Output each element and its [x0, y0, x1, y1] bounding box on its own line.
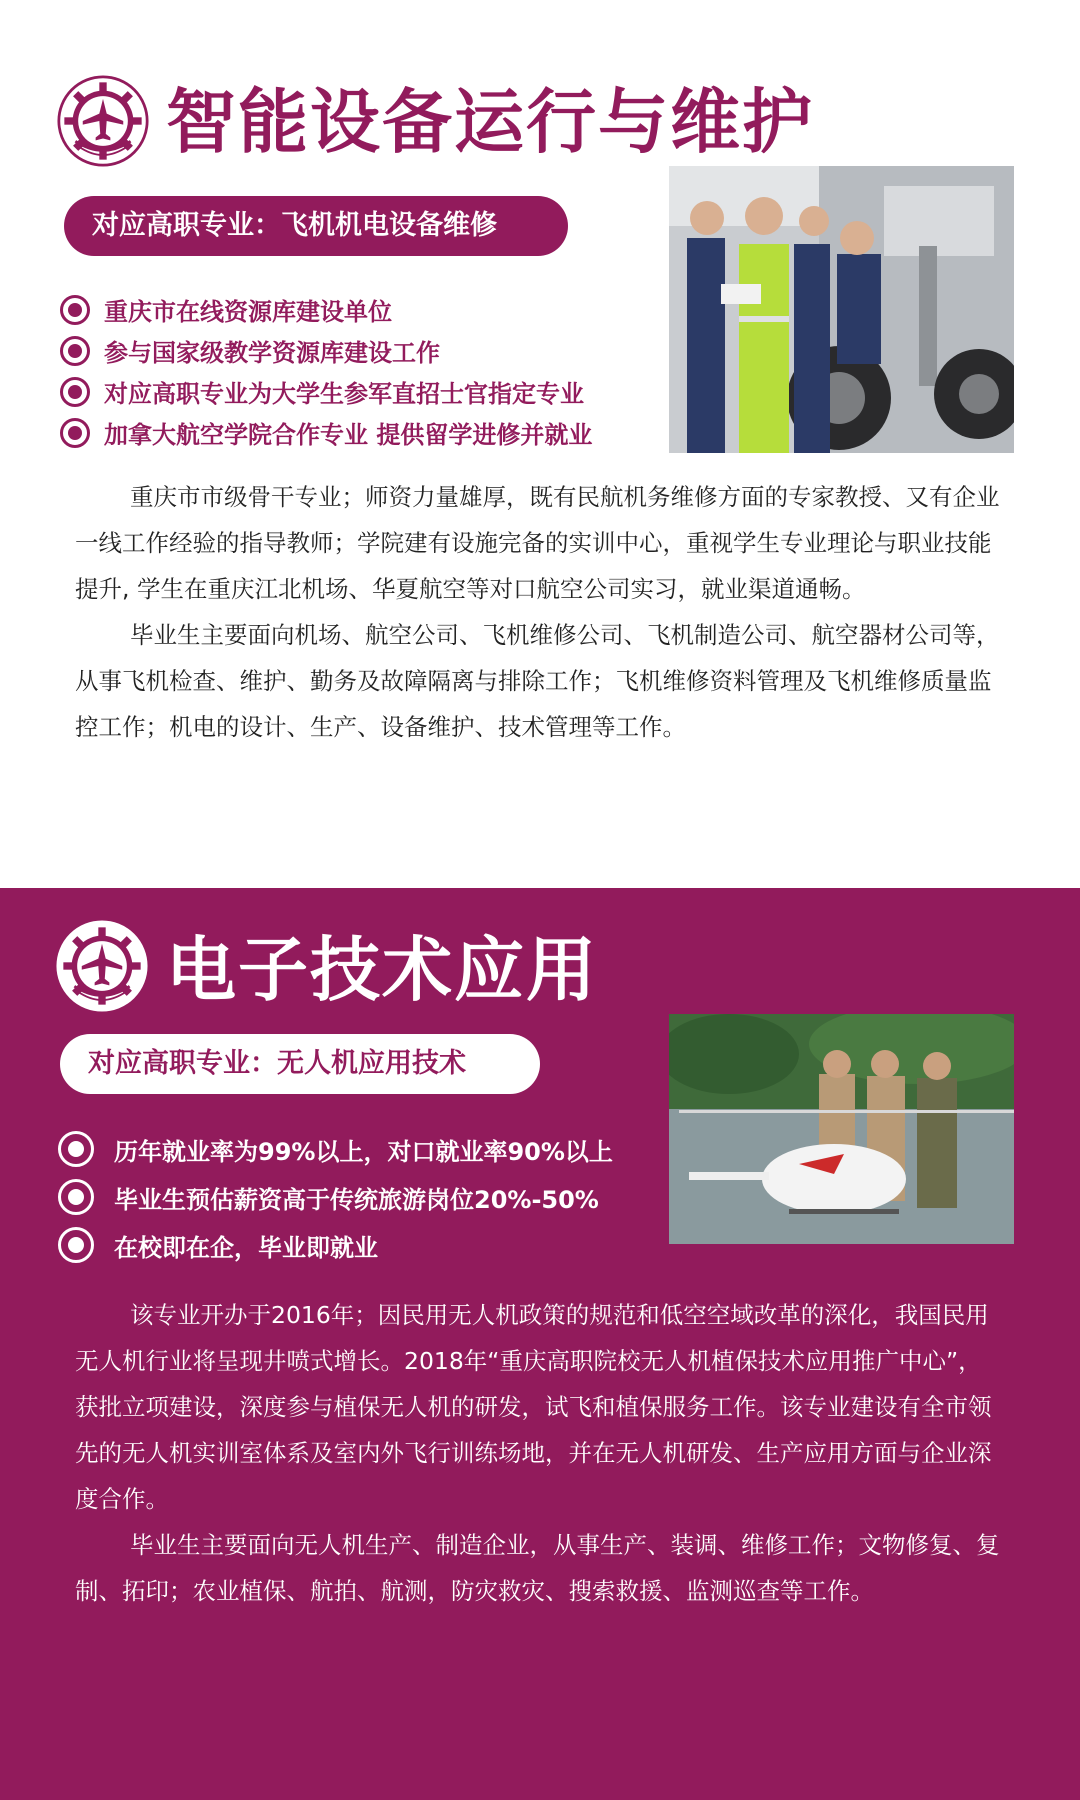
- description-text: [75, 1292, 1005, 1614]
- paragraph: 重庆市市级骨干专业；师资力量雄厚，既有民航机务维修方面的专家教授、又有企业一线工作经验的指导教师；学院建有设施完备的实训中心，重视学生专业理论与职业技能提升, 学生在重庆江北机场、华夏航空等对口航空公司实习，就业渠道通畅。: [75, 483, 1000, 603]
- feature-list: [58, 1125, 613, 1269]
- gear-airplane-logo-icon: [56, 920, 148, 1012]
- list-item: 参与国家级教学资源库建设工作: [60, 330, 592, 371]
- list-item: 毕业生预估薪资高于传统旅游岗位20%-50%: [58, 1173, 613, 1221]
- feature-list: [60, 289, 592, 453]
- aircraft-maintenance-training-photo: [669, 166, 1014, 453]
- paragraph: 毕业生主要面向机场、航空公司、飞机维修公司、飞机制造公司、航空器材公司等，从事飞机检查、维护、勤务及故障隔离与排除工作；飞机维修资料管理及飞机维修质量监控工作；机电的设计、生产、设备维护、技术管理等工作。: [75, 621, 1000, 741]
- list-item: 加拿大航空学院合作专业 提供留学进修并就业: [60, 412, 592, 453]
- drone-helicopter-training-photo: [669, 1014, 1014, 1244]
- section-smart-equipment: [0, 0, 1080, 888]
- section-title: 智能设备运行与维护: [166, 81, 814, 163]
- radio-bullet-icon: [60, 377, 90, 407]
- major-label-badge: 对应高职专业：飞机机电设备维修: [64, 196, 568, 256]
- section-title: 电子技术应用: [166, 929, 598, 1011]
- list-item: 重庆市在线资源库建设单位: [60, 289, 592, 330]
- radio-bullet-icon: [58, 1227, 94, 1263]
- radio-bullet-icon: [58, 1131, 94, 1167]
- major-label-badge: 对应高职专业：无人机应用技术: [60, 1034, 540, 1094]
- radio-bullet-icon: [60, 295, 90, 325]
- list-item: 历年就业率为99%以上，对口就业率90%以上: [58, 1125, 613, 1173]
- paragraph: 毕业生主要面向无人机生产、制造企业，从事生产、装调、维修工作；文物修复、复制、拓印；农业植保、航拍、航测，防灾救灾、搜索救援、监测巡查等工作。: [75, 1531, 1000, 1605]
- radio-bullet-icon: [60, 418, 90, 448]
- paragraph: 该专业开办于2016年；因民用无人机政策的规范和低空空域改革的深化，我国民用无人机行业将呈现井喷式增长。2018年“重庆高职院校无人机植保技术应用推广中心”，获批立项建设，深度参与植保无人机的研发，试飞和植保服务工作。该专业建设有全市领先的无人机实训室体系及室内外飞行训练场地，并在无人机研发、生产应用方面与企业深度合作。: [75, 1301, 992, 1513]
- description-text: [75, 474, 1005, 750]
- radio-bullet-icon: [58, 1179, 94, 1215]
- list-item: 对应高职专业为大学生参军直招士官指定专业: [60, 371, 592, 412]
- gear-airplane-logo-icon: [57, 75, 149, 167]
- radio-bullet-icon: [60, 336, 90, 366]
- list-item: 在校即在企，毕业即就业: [58, 1221, 613, 1269]
